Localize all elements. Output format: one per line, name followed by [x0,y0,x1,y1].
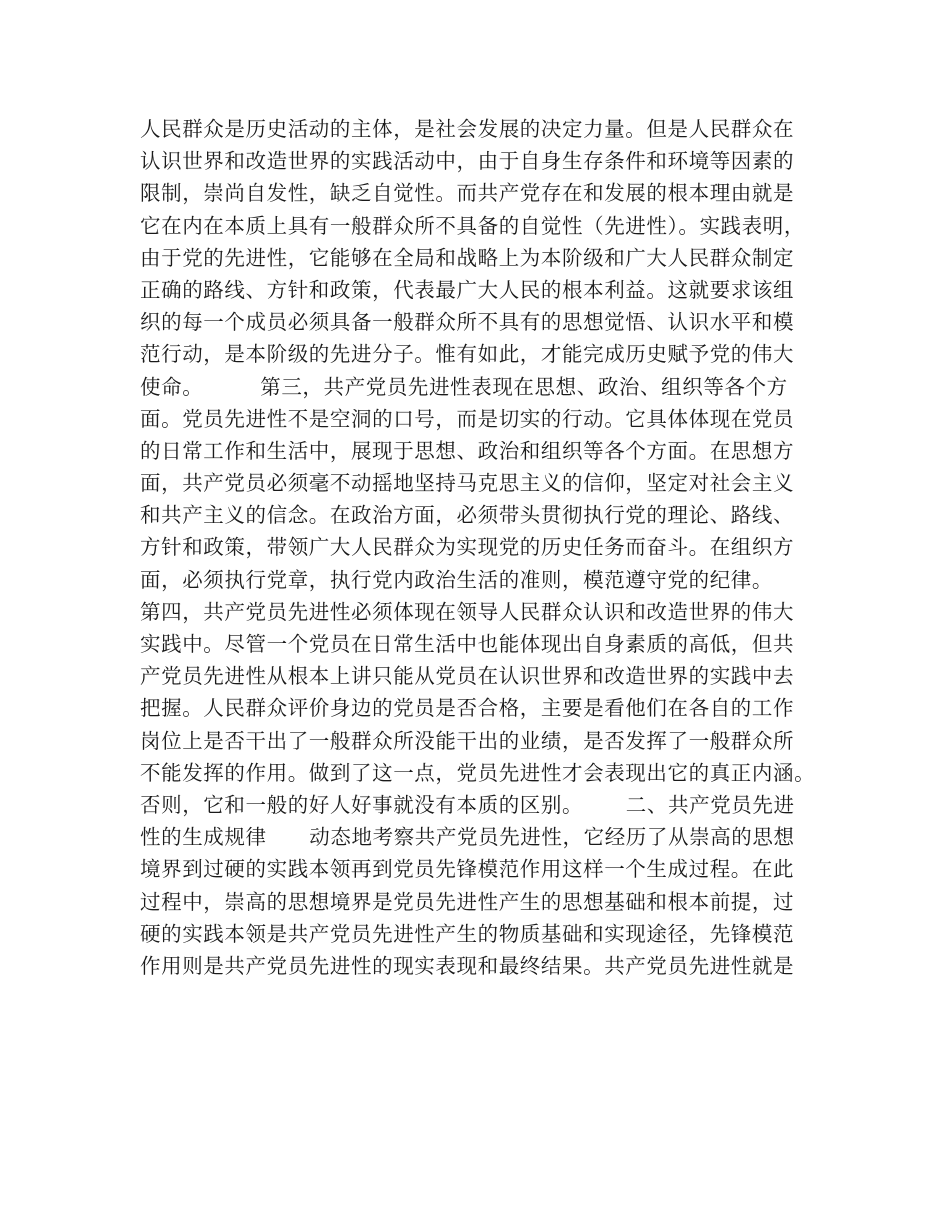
body-text [140,113,840,982]
text-line: 面。党员先进性不是空洞的口号，而是切实的行动。它具体体现在党员 [140,406,795,431]
text-line: 过程中，崇高的思想境界是党员先进性产生的思想基础和根本前提，过 [140,889,795,914]
text-line: 使命。 第三，共产党员先进性表现在思想、政治、组织等各个方 [140,374,788,399]
text-line: 不能发挥的作用。做到了这一点，党员先进性才会表现出它的真正内涵。 [140,760,816,785]
text-line: 方针和政策，带领广大人民群众为实现党的历史任务而奋斗。在组织方 [140,535,795,560]
text-line: 的日常工作和生活中，展现于思想、政治和组织等各个方面。在思想方 [140,438,795,463]
text-line: 岗位上是否干出了一般群众所没能干出的业绩，是否发挥了一般群众所 [140,728,795,753]
text-line: 境界到过硬的实践本领再到党员先锋模范作用这样一个生成过程。在此 [140,857,795,882]
text-line: 面，共产党员必须毫不动摇地坚持马克思主义的信仰，坚定对社会主义 [140,471,795,496]
text-line: 织的每一个成员必须具备一般群众所不具有的思想觉悟、认识水平和模 [140,310,795,335]
text-line: 范行动，是本阶级的先进分子。惟有如此，才能完成历史赋予党的伟大 [140,342,795,367]
text-line: 把握。人民群众评价身边的党员是否合格，主要是看他们在各自的工作 [140,696,795,721]
text-line: 否则，它和一般的好人好事就没有本质的区别。 二、共产党员先进 [140,792,795,817]
text-line: 作用则是共产党员先进性的现实表现和最终结果。共产党员先进性就是 [140,953,795,978]
text-line: 性的生成规律 动态地考察共产党员先进性，它经历了从崇高的思想 [140,825,795,850]
text-line: 和共产主义的信念。在政治方面，必须带头贯彻执行党的理论、路线、 [140,503,795,528]
text-line: 硬的实践本领是共产党员先进性产生的物质基础和实现途径，先锋模范 [140,921,795,946]
text-line: 面，必须执行党章，执行党内政治生活的准则，模范遵守党的纪律。 [140,567,773,592]
text-line: 由于党的先进性，它能够在全局和战略上为本阶级和广大人民群众制定 [140,245,795,270]
text-line: 限制，崇尚自发性，缺乏自觉性。而共产党存在和发展的根本理由就是 [140,181,795,206]
text-line: 认识世界和改造世界的实践活动中，由于自身生存条件和环境等因素的 [140,149,795,174]
text-line: 它在内在本质上具有一般群众所不具备的自觉性（先进性）。实践表明， [140,213,805,238]
text-line: 实践中。尽管一个党员在日常生活中也能体现出自身素质的高低，但共 [140,632,795,656]
text-line: 第四，共产党员先进性必须体现在领导人民群众认识和改造世界的伟大 [140,599,795,624]
text-line: 正确的路线、方针和政策，代表最广大人民的根本利益。这就要求该组 [140,277,795,302]
text-line: 人民群众是历史活动的主体，是社会发展的决定力量。但是人民群众在 [140,117,795,141]
text-line: 产党员先进性从根本上讲只能从党员在认识世界和改造世界的实践中去 [140,664,795,689]
